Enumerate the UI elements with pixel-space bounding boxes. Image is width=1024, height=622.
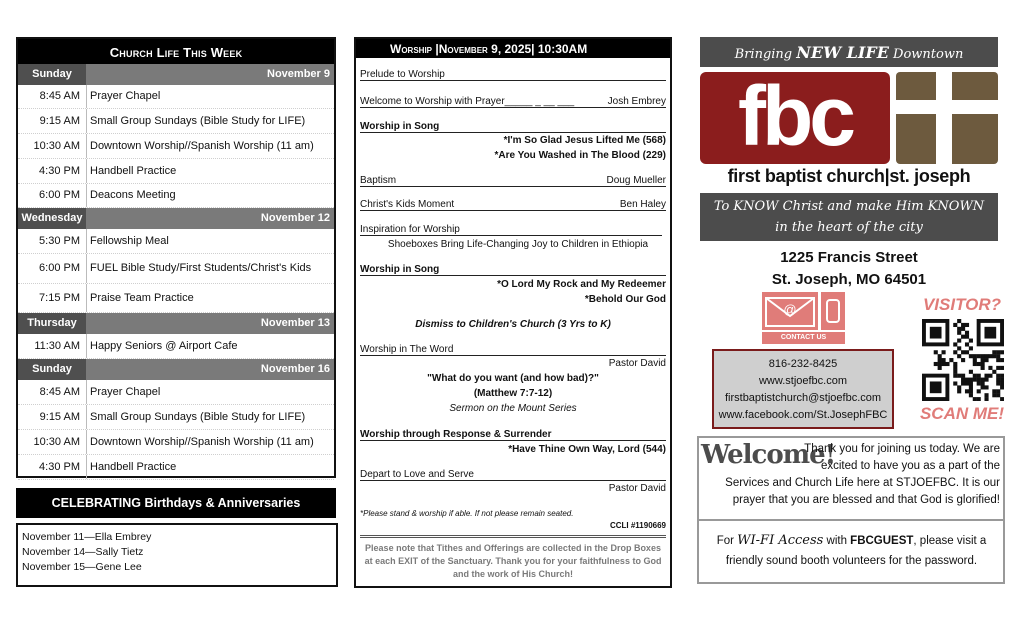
worship-order-panel	[354, 37, 672, 588]
welcome-item: Welcome to Worship with Prayer_____ _ __ ___ Josh Embrey	[360, 96, 666, 107]
church-name: first baptist church|st. joseph	[727, 166, 971, 186]
event-row	[18, 229, 334, 254]
cross-icon-bar	[896, 100, 998, 114]
event-time: 6:00 PM	[39, 189, 80, 201]
song-section-1: Worship in Song	[360, 121, 666, 133]
celebration-item: November 11—Ella Embrey	[22, 531, 152, 543]
envelope-icon	[762, 292, 818, 330]
worship-header: Worship |November 9, 2025| 10:30AM	[356, 39, 670, 58]
inspiration-detail: Shoeboxes Bring Life-Changing Joy to Children in Ethiopia	[387, 239, 649, 250]
day-header	[18, 313, 334, 334]
email-link[interactable]: firstbaptistchurch@stjoefbc.com	[724, 392, 882, 404]
divider	[86, 229, 87, 253]
divider	[86, 430, 87, 454]
event-row	[18, 334, 334, 359]
day-header	[18, 359, 334, 380]
divider	[86, 380, 87, 404]
event-time: 4:30 PM	[39, 165, 80, 177]
welcome-heading: Welcome!	[701, 440, 836, 470]
event-row	[18, 109, 334, 134]
divider	[360, 535, 666, 538]
ccli-number: CCLI #1190669	[609, 521, 666, 530]
divider	[86, 85, 87, 108]
event-name: Prayer Chapel	[90, 386, 161, 398]
song: *Are You Washed in The Blood (229)	[494, 150, 666, 161]
welcome-message: Thank you for joining us today. We are excited to have you as a part of the	[804, 443, 1000, 472]
contact-us-label: CONTACT US	[762, 332, 845, 344]
church-life-panel	[16, 37, 336, 478]
day-date: November 9	[267, 68, 330, 80]
event-name: Happy Seniors @ Airport Cafe	[90, 340, 238, 352]
visitor-label: VISITOR?	[922, 295, 1002, 314]
website-link[interactable]: www.stjoefbc.com	[758, 375, 848, 387]
preacher: Pastor David	[608, 358, 666, 369]
schedule	[18, 64, 334, 480]
day-name: Sunday	[18, 64, 86, 85]
dismiss-note: Dismiss to Children's Church (3 Yrs to K)	[415, 319, 611, 330]
event-time: 11:30 AM	[34, 340, 80, 352]
phone-number: 816-232-8425	[768, 358, 838, 370]
phone-icon	[821, 292, 845, 330]
day-date: November 12	[260, 212, 330, 224]
divider	[86, 455, 87, 479]
fbc-logo-text: fbc	[738, 69, 852, 163]
contact-box	[712, 349, 894, 429]
event-row	[18, 85, 334, 109]
event-time: 7:15 PM	[39, 292, 80, 304]
event-time: 9:15 AM	[39, 115, 80, 127]
event-row	[18, 455, 334, 480]
event-row	[18, 380, 334, 405]
sermon-series: Sermon on the Mount Series	[449, 403, 577, 414]
event-name: Praise Team Practice	[90, 292, 194, 304]
divider	[86, 134, 87, 158]
celebrating-title: CELEBRATING Birthdays & Anniversaries	[16, 488, 336, 518]
response-item: Worship through Response & Surrender	[360, 429, 666, 441]
stand-note: *Please stand & worship if able. If not please remain seated.	[360, 509, 574, 518]
sermon-reference: (Matthew 7:7-12)	[473, 388, 553, 399]
tagline-banner: Bringing NEW LIFE Downtown	[700, 37, 998, 67]
divider	[86, 254, 87, 283]
song: *Have Thine Own Way, Lord (544)	[508, 444, 666, 455]
divider	[86, 405, 87, 429]
divider	[86, 159, 87, 183]
event-name: Prayer Chapel	[90, 90, 161, 102]
event-row	[18, 159, 334, 184]
divider	[86, 184, 87, 207]
song-section-2: Worship in Song	[360, 264, 666, 276]
event-name: Fellowship Meal	[90, 235, 169, 247]
cross-icon	[936, 72, 952, 164]
song: *O Lord My Rock and My Redeemer	[497, 279, 666, 290]
divider	[699, 519, 1003, 521]
event-time: 8:45 AM	[39, 90, 80, 102]
day-name: Sunday	[18, 359, 86, 380]
divider	[86, 109, 87, 133]
event-name: Handbell Practice	[90, 461, 177, 473]
svg-text:@: @	[783, 302, 797, 317]
event-time: 4:30 PM	[39, 461, 80, 473]
mission-statement: To KNOW Christ and make Him KNOWN in the heart of the city	[700, 193, 998, 241]
depart-item: Depart to Love and Serve	[360, 469, 666, 481]
day-name: Thursday	[18, 313, 86, 334]
day-date: November 13	[260, 317, 330, 329]
facebook-link[interactable]: www.facebook.com/St.JosephFBC	[718, 409, 888, 421]
event-row	[18, 284, 334, 313]
sermon-title: "What do you want (and how bad)?"	[427, 373, 599, 384]
event-time: 10:30 AM	[33, 436, 80, 448]
event-row	[18, 430, 334, 455]
song: *I'm So Glad Jesus Lifted Me (568)	[503, 135, 666, 146]
day-name: Wednesday	[18, 208, 86, 229]
celebrating-list	[16, 523, 338, 587]
baptism-item: Baptism Doug Mueller	[360, 175, 666, 186]
church-life-title: Church Life This Week	[18, 39, 334, 64]
event-time: 5:30 PM	[39, 235, 80, 247]
day-date: November 16	[260, 363, 330, 375]
wifi-info: For WI-FI Access with FBCGUEST, please visit a friendly sound booth volunteers for the password.	[716, 533, 987, 567]
day-header	[18, 208, 334, 229]
event-time: 8:45 AM	[39, 386, 80, 398]
celebration-item: November 15—Gene Lee	[22, 561, 142, 573]
event-name: Downtown Worship//Spanish Worship (11 am)	[90, 436, 314, 448]
event-row	[18, 405, 334, 430]
event-name: Downtown Worship//Spanish Worship (11 am)	[90, 140, 314, 152]
event-time: 10:30 AM	[33, 140, 80, 152]
event-name: FUEL Bible Study/First Students/Christ's Kids	[90, 262, 312, 274]
song: *Behold Our God	[584, 294, 666, 305]
day-header	[18, 64, 334, 85]
qr-code[interactable]	[922, 319, 1004, 401]
event-name: Small Group Sundays (Bible Study for LIFE)	[90, 115, 306, 127]
inspiration-item: Inspiration for Worship	[360, 224, 662, 236]
event-name: Handbell Practice	[90, 165, 177, 177]
scan-me-label: SCAN ME!	[919, 404, 1005, 423]
event-row	[18, 184, 334, 208]
event-row	[18, 134, 334, 159]
event-name: Small Group Sundays (Bible Study for LIFE)	[90, 411, 306, 423]
event-row	[18, 254, 334, 284]
celebration-item: November 14—Sally Tietz	[22, 546, 144, 558]
event-name: Deacons Meeting	[90, 189, 176, 201]
tithes-note: Please note that Tithes and Offerings are collected in the Drop Boxes at each EXIT of the Sanctuary. Thank you for your faithfulness to God and the work of His Church!	[364, 543, 662, 579]
event-time: 9:15 AM	[39, 411, 80, 423]
kids-moment-item: Christ's Kids Moment Ben Haley	[360, 199, 666, 210]
divider	[86, 334, 87, 358]
prelude: Prelude to Worship	[360, 69, 666, 81]
depart-leader: Pastor David	[608, 483, 666, 494]
event-time: 6:00 PM	[39, 262, 80, 274]
divider	[86, 284, 87, 312]
word-item: Worship in The Word	[360, 344, 666, 356]
address: 1225 Francis Street St. Joseph, MO 64501	[771, 249, 927, 288]
